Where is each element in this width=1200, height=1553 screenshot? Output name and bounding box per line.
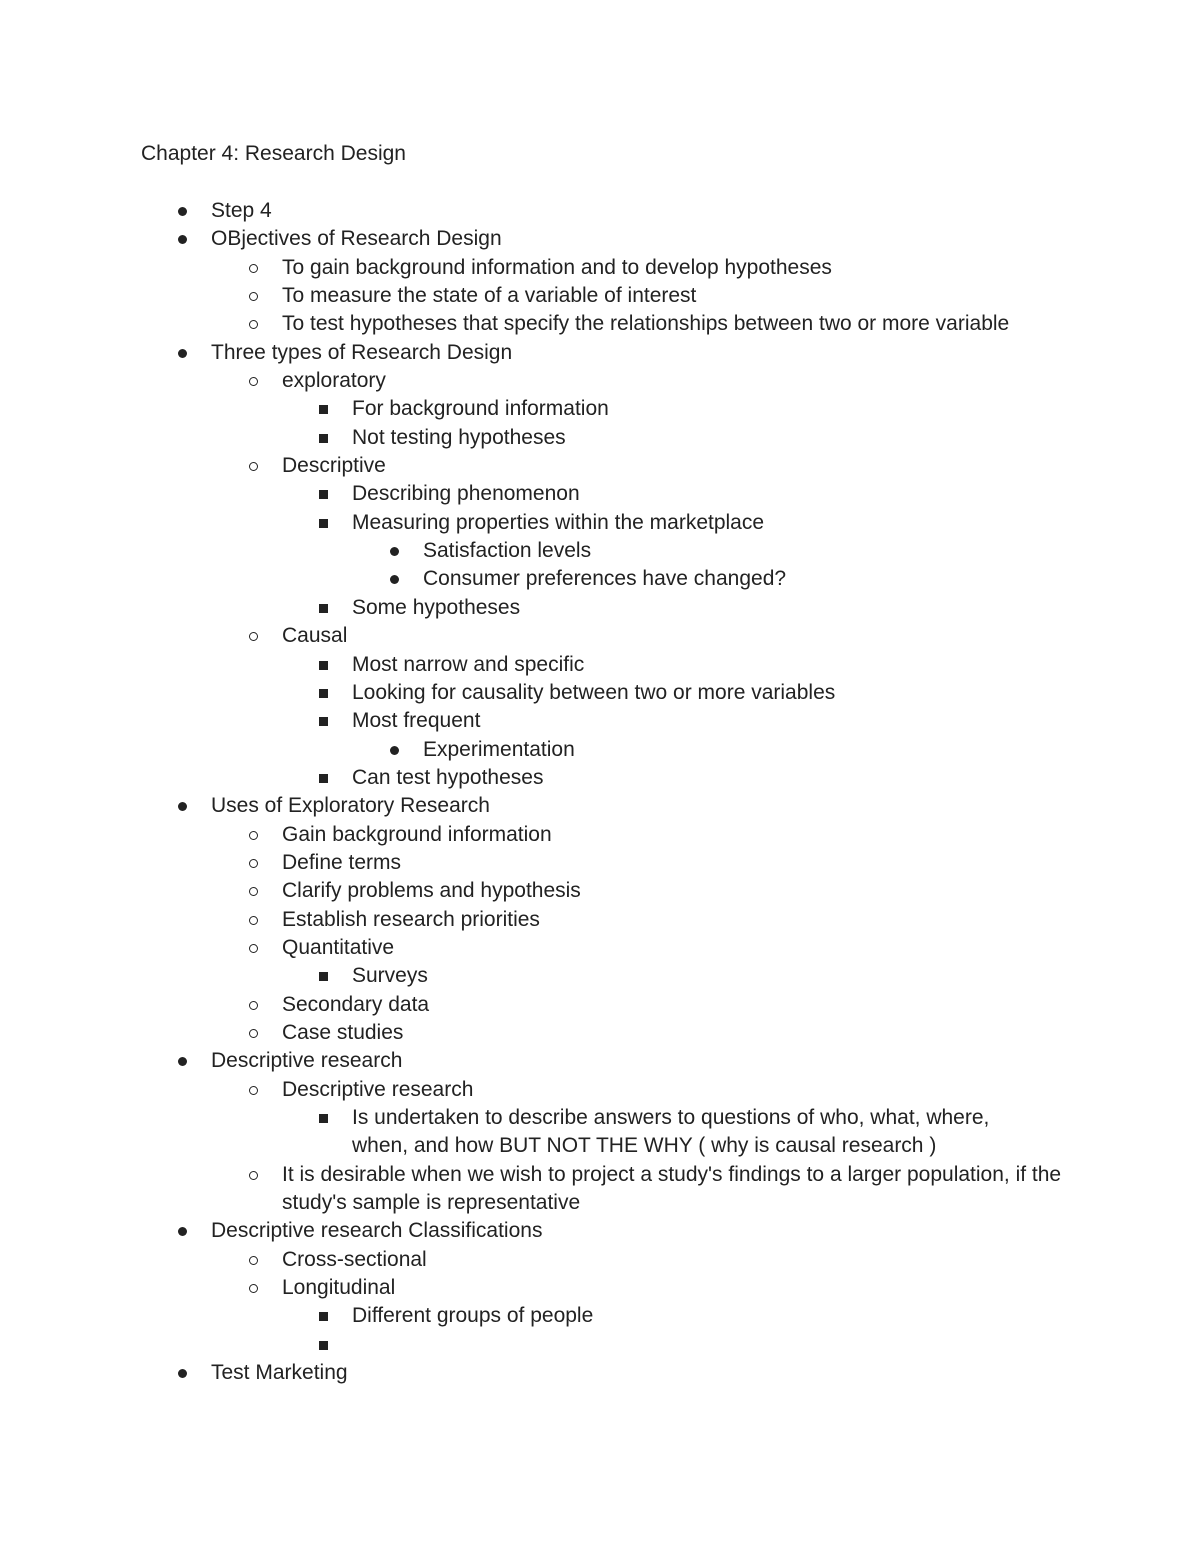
outline-item-text: Most narrow and specific [352, 652, 585, 676]
hollow-circle-bullet-icon [249, 831, 258, 840]
outline-item-text: OBjectives of Research Design [211, 227, 502, 251]
outline-item-text: Different groups of people [352, 1304, 594, 1328]
outline-item-level-2 [0, 906, 1200, 934]
outline-item-text: Describing phenomenon [352, 482, 580, 506]
outline-item-level-2 [0, 310, 1062, 338]
filled-square-bullet-icon [319, 434, 328, 443]
outline-item-level-3 [0, 480, 1200, 508]
hollow-circle-bullet-icon [249, 859, 258, 868]
filled-square-bullet-icon [319, 972, 328, 981]
filled-square-bullet-icon [319, 1312, 328, 1321]
outline-item-text: Satisfaction levels [423, 539, 592, 563]
filled-square-bullet-icon [319, 1341, 328, 1350]
hollow-circle-bullet-icon [249, 462, 258, 471]
outline-item-level-1 [0, 792, 1200, 820]
outline-item-text: Descriptive [282, 454, 386, 478]
outline-item-level-3 [0, 651, 1200, 679]
outline-item-level-3 [0, 679, 1200, 707]
outline-item-level-1 [0, 1359, 1200, 1387]
outline-item-text [352, 1331, 1200, 1359]
outline-list [0, 197, 1200, 1387]
outline-item-level-3 [0, 707, 1200, 735]
outline-item-text: Secondary data [282, 992, 430, 1016]
outline-item-level-2 [0, 1076, 1200, 1104]
outline-item-level-1 [0, 197, 1200, 225]
hollow-circle-bullet-icon [249, 916, 258, 925]
outline-item-text: Test Marketing [211, 1361, 348, 1385]
filled-disc-bullet-icon [390, 746, 399, 755]
outline-item-level-2 [0, 821, 1200, 849]
filled-disc-bullet-icon [178, 1057, 187, 1066]
outline-item-level-3 [0, 1104, 1022, 1161]
filled-square-bullet-icon [319, 1114, 328, 1123]
outline-item-level-2 [0, 254, 1200, 282]
outline-item-level-1 [0, 339, 1200, 367]
outline-item-level-3 [0, 424, 1200, 452]
outline-item-text: Consumer preferences have changed? [423, 567, 787, 591]
outline-item-text: Define terms [282, 850, 402, 874]
outline-item-text: Descriptive research [211, 1049, 403, 1073]
outline-item-level-3 [0, 764, 1200, 792]
outline-item-level-2 [0, 1161, 1062, 1218]
outline-item-text: Case studies [282, 1020, 404, 1044]
hollow-circle-bullet-icon [249, 1086, 258, 1095]
filled-disc-bullet-icon [178, 802, 187, 811]
outline-item-text: To test hypotheses that specify the relationships between two or more variable [282, 312, 1010, 336]
hollow-circle-bullet-icon [249, 1029, 258, 1038]
outline-item-text: Surveys [352, 964, 428, 988]
outline-item-text: For background information [352, 397, 609, 421]
outline-item-level-2 [0, 367, 1200, 395]
outline-item-level-2 [0, 849, 1200, 877]
outline-item-text: Looking for causality between two or more variables [352, 680, 836, 704]
filled-disc-bullet-icon [178, 207, 187, 216]
outline-item-text: Experimentation [423, 737, 575, 761]
outline-item-text: It is desirable when we wish to project a study's findings to a larger population, if the study's sample is representative [282, 1162, 1062, 1215]
outline-item-text: Quantitative [282, 935, 395, 959]
outline-item-level-1 [0, 1217, 1200, 1245]
outline-item-level-1 [0, 225, 1200, 253]
outline-item-level-4 [0, 736, 1200, 764]
outline-item-level-2 [0, 991, 1200, 1019]
filled-square-bullet-icon [319, 717, 328, 726]
outline-item-text: Measuring properties within the marketplace [352, 510, 765, 534]
document-title: Chapter 4: Research Design [141, 142, 406, 165]
outline-item-level-3 [0, 962, 1200, 990]
outline-item-level-3 [0, 1331, 1200, 1359]
filled-square-bullet-icon [319, 661, 328, 670]
outline-item-level-2 [0, 934, 1200, 962]
outline-item-level-2 [0, 282, 1200, 310]
hollow-circle-bullet-icon [249, 944, 258, 953]
outline-item-text: Clarify problems and hypothesis [282, 879, 581, 903]
outline-item-text: Longitudinal [282, 1276, 396, 1300]
filled-disc-bullet-icon [390, 547, 399, 556]
outline-item-text: Is undertaken to describe answers to questions of who, what, where, when, and how BUT NOT THE WHY ( why is causal research ) [352, 1106, 990, 1158]
filled-square-bullet-icon [319, 774, 328, 783]
hollow-circle-bullet-icon [249, 264, 258, 273]
outline-item-level-4 [0, 537, 1200, 565]
filled-disc-bullet-icon [178, 235, 187, 244]
outline-item-text: To gain background information and to develop hypotheses [282, 255, 832, 279]
outline-item-text: Causal [282, 624, 348, 648]
outline-item-text: Not testing hypotheses [352, 425, 566, 449]
outline-item-text: exploratory [282, 369, 386, 393]
hollow-circle-bullet-icon [249, 887, 258, 896]
filled-disc-bullet-icon [178, 349, 187, 358]
outline-item-text: To measure the state of a variable of interest [282, 284, 697, 308]
filled-disc-bullet-icon [178, 1227, 187, 1236]
outline-item-text: Descriptive research Classifications [211, 1219, 543, 1243]
hollow-circle-bullet-icon [249, 1284, 258, 1293]
outline-item-level-1 [0, 1047, 1200, 1075]
outline-item-text: Most frequent [352, 709, 481, 733]
outline-item-text: Descriptive research [282, 1077, 474, 1101]
outline-item-level-4 [0, 565, 1200, 593]
hollow-circle-bullet-icon [249, 320, 258, 329]
filled-square-bullet-icon [319, 689, 328, 698]
filled-disc-bullet-icon [178, 1369, 187, 1378]
outline-item-level-3 [0, 594, 1200, 622]
outline-item-text: Establish research priorities [282, 907, 540, 931]
outline-item-text: Uses of Exploratory Research [211, 794, 490, 818]
filled-disc-bullet-icon [390, 575, 399, 584]
outline-item-level-3 [0, 1302, 1200, 1330]
filled-square-bullet-icon [319, 519, 328, 528]
hollow-circle-bullet-icon [249, 632, 258, 641]
outline-item-text: Some hypotheses [352, 595, 521, 619]
hollow-circle-bullet-icon [249, 1256, 258, 1265]
outline-item-level-3 [0, 509, 1200, 537]
outline-item-level-3 [0, 395, 1200, 423]
hollow-circle-bullet-icon [249, 1171, 258, 1180]
filled-square-bullet-icon [319, 604, 328, 613]
outline-item-level-2 [0, 1274, 1200, 1302]
outline-item-text: Cross-sectional [282, 1247, 427, 1271]
outline-item-text: Step 4 [211, 199, 272, 222]
outline-item-text: Three types of Research Design [211, 340, 513, 364]
outline-item-level-2 [0, 877, 1200, 905]
outline-item-level-2 [0, 622, 1200, 650]
outline-item-text: Gain background information [282, 822, 552, 846]
hollow-circle-bullet-icon [249, 377, 258, 386]
outline-item-level-2 [0, 1019, 1200, 1047]
hollow-circle-bullet-icon [249, 292, 258, 301]
filled-square-bullet-icon [319, 490, 328, 499]
outline-item-level-2 [0, 452, 1200, 480]
hollow-circle-bullet-icon [249, 1001, 258, 1010]
filled-square-bullet-icon [319, 405, 328, 414]
outline-item-level-2 [0, 1246, 1200, 1274]
outline-item-text: Can test hypotheses [352, 765, 544, 789]
